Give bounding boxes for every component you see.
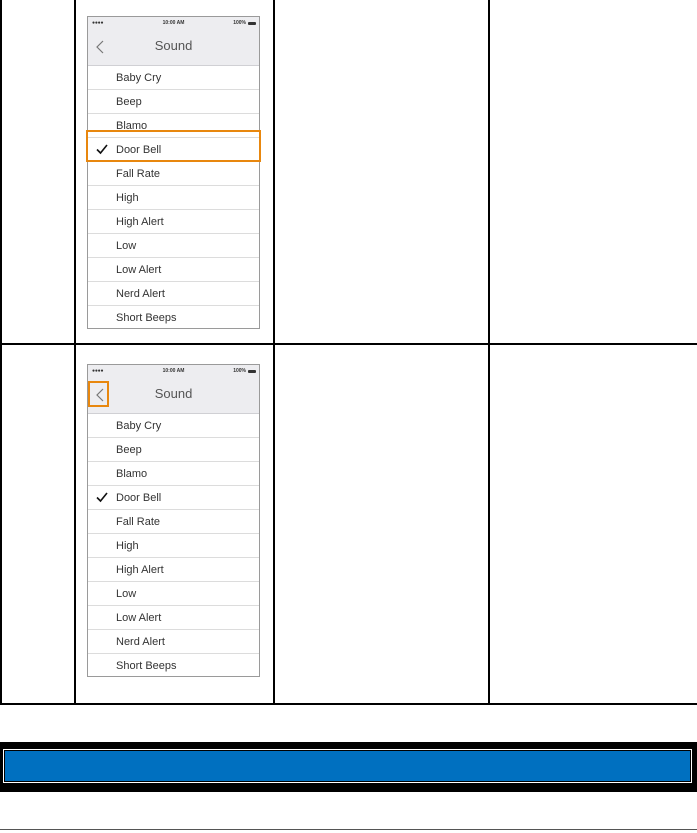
phone-screen-sound-list	[87, 364, 260, 677]
sound-option-label: Beep	[116, 95, 142, 108]
sound-list	[88, 66, 259, 329]
status-time: 10:00 AM	[162, 368, 185, 374]
sound-option[interactable]	[88, 234, 259, 258]
sound-option[interactable]	[88, 558, 259, 582]
sound-option-label: Nerd Alert	[116, 287, 165, 300]
battery-indicator	[233, 368, 256, 374]
checkmark-icon	[95, 142, 109, 156]
sound-option[interactable]	[88, 282, 259, 306]
battery-icon	[248, 22, 256, 25]
step-number-cell	[1, 0, 75, 344]
sound-option-label: Low Alert	[116, 611, 162, 624]
nav-title: Sound	[154, 386, 193, 401]
divider	[0, 829, 697, 830]
nav-title: Sound	[154, 38, 193, 53]
sound-option[interactable]	[88, 90, 259, 114]
sound-option-label: Door Bell	[116, 143, 162, 156]
sound-list	[88, 414, 259, 677]
sound-option-label: Blamo	[116, 119, 148, 132]
step-number-cell	[1, 344, 75, 704]
result-cell	[489, 344, 697, 704]
sound-option-label: Short Beeps	[116, 312, 177, 324]
action-cell	[274, 344, 489, 704]
status-bar	[88, 17, 259, 29]
sound-option-label: Low	[116, 239, 137, 252]
result-cell	[489, 0, 697, 344]
battery-icon	[248, 370, 256, 373]
sound-option-label: Nerd Alert	[116, 635, 165, 648]
sound-option-label: Door Bell	[116, 491, 162, 504]
sound-option[interactable]	[88, 486, 259, 510]
sound-option-label: Short Beeps	[116, 660, 177, 672]
navigation-bar	[88, 29, 259, 66]
sound-option-label: High	[116, 191, 139, 204]
section-banner-frame	[3, 749, 692, 783]
battery-percent: 100%	[233, 368, 246, 374]
section-banner	[0, 742, 697, 792]
section-banner-fill	[5, 751, 690, 781]
sound-option[interactable]	[88, 210, 259, 234]
sound-option[interactable]	[88, 306, 259, 329]
battery-indicator	[233, 20, 256, 26]
sound-option[interactable]	[88, 114, 259, 138]
sound-option-label: High Alert	[116, 563, 164, 576]
status-bar	[88, 365, 259, 377]
sound-option-label: Baby Cry	[116, 71, 162, 84]
signal-dots: ●●●●	[92, 20, 104, 26]
sound-option[interactable]	[88, 414, 259, 438]
navigation-bar	[88, 377, 259, 414]
sound-option[interactable]	[88, 534, 259, 558]
sound-option-label: Low	[116, 587, 137, 600]
sound-option[interactable]	[88, 186, 259, 210]
signal-dots: ●●●●	[92, 368, 104, 374]
sound-option[interactable]	[88, 630, 259, 654]
sound-option-label: Fall Rate	[116, 515, 161, 528]
sound-option-label: Low Alert	[116, 263, 162, 276]
sound-option-label: Blamo	[116, 467, 148, 480]
sound-option-label: High Alert	[116, 215, 164, 228]
sound-option[interactable]	[88, 258, 259, 282]
sound-option[interactable]	[88, 138, 259, 162]
status-time: 10:00 AM	[162, 20, 185, 26]
sound-option[interactable]	[88, 582, 259, 606]
sound-option[interactable]	[88, 438, 259, 462]
sound-option-label: Fall Rate	[116, 167, 161, 180]
action-cell	[274, 0, 489, 344]
battery-percent: 100%	[233, 20, 246, 26]
phone-screen-sound-list	[87, 16, 260, 329]
checkmark-icon	[95, 490, 109, 504]
sound-option-label: Baby Cry	[116, 419, 162, 432]
sound-option[interactable]	[88, 654, 259, 677]
sound-option-label: Beep	[116, 443, 142, 456]
sound-option[interactable]	[88, 606, 259, 630]
sound-option-label: High	[116, 539, 139, 552]
sound-option[interactable]	[88, 510, 259, 534]
sound-option[interactable]	[88, 462, 259, 486]
sound-option[interactable]	[88, 162, 259, 186]
sound-option[interactable]	[88, 66, 259, 90]
